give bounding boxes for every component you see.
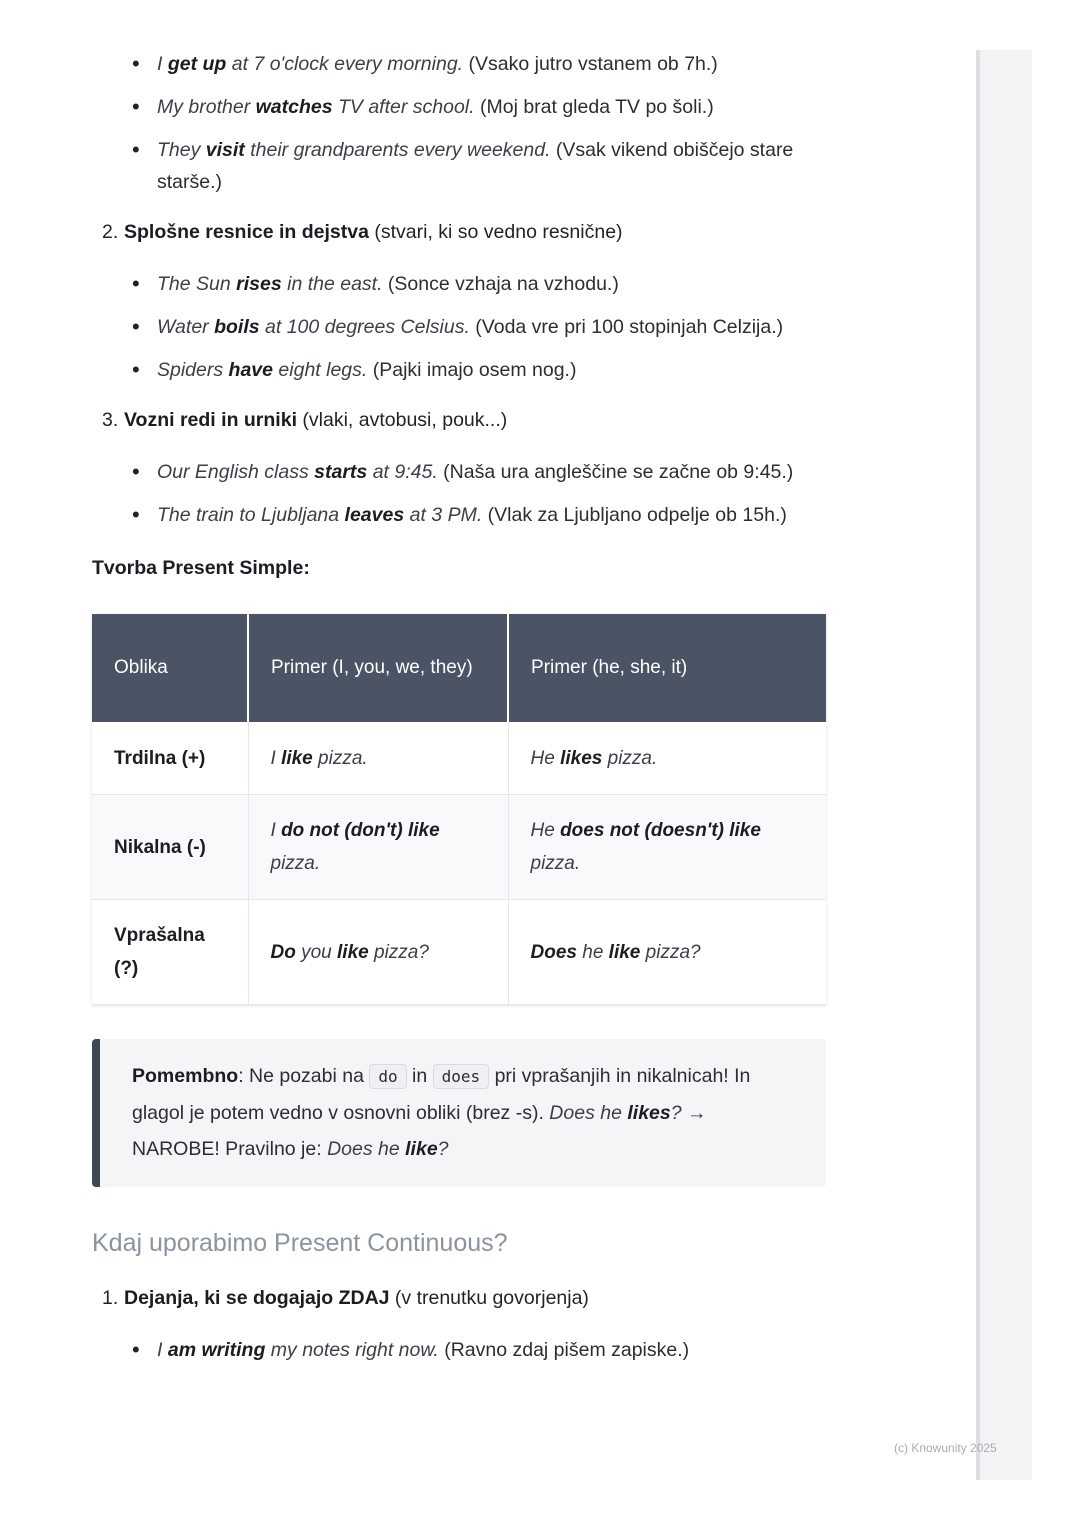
table-cell: Does he like pizza? bbox=[508, 900, 826, 1005]
list-item: • My brother watches TV after school. (Moj brat gleda TV po šoli.) bbox=[92, 91, 832, 123]
table-cell: He likes pizza. bbox=[508, 722, 826, 795]
timetables-bullet-list bbox=[92, 456, 832, 531]
table-cell: Vprašalna (?) bbox=[92, 900, 248, 1005]
note-label: Pomembno bbox=[132, 1065, 239, 1087]
table-cell: He does not (doesn't) like pizza. bbox=[508, 795, 826, 900]
watermark: (c) Knowunity 2025 bbox=[894, 1441, 997, 1455]
table-cell: Trdilna (+) bbox=[92, 722, 248, 795]
list-item: • I am writing my notes right now. (Ravno zdaj pišem zapiske.) bbox=[92, 1334, 832, 1366]
list-item: • The Sun rises in the east. (Sonce vzhaja na vzhodu.) bbox=[92, 268, 832, 300]
numbered-heading-timetables: 3. Vozni redi in urniki (vlaki, avtobusi, pouk...) bbox=[102, 409, 508, 431]
continuous-bullet-list bbox=[92, 1334, 832, 1366]
present-simple-table bbox=[92, 614, 826, 1005]
table-row bbox=[92, 722, 826, 795]
list-item: • The train to Ljubljana leaves at 3 PM. (Vlak za Ljubljano odpelje ob 15h.) bbox=[92, 499, 832, 531]
table-header: Primer (I, you, we, they) bbox=[248, 614, 508, 722]
important-note: Pomembno: Ne pozabi na do in does pri vprašanjih in nikalnicah! In glagol je potem vedno v osnovni obliki (brez -s). Does he likes? → NAROBE! Pravilno je: Does he like? bbox=[92, 1039, 826, 1187]
table-row bbox=[92, 795, 826, 900]
continuous-heading: Kdaj uporabimo Present Continuous? bbox=[92, 1229, 508, 1257]
list-item: • Our English class starts at 9:45. (Naša ura angleščine se začne ob 9:45.) bbox=[92, 456, 832, 488]
numbered-heading-now: 1. Dejanja, ki se dogajajo ZDAJ (v trenutku govorjenja) bbox=[102, 1287, 589, 1309]
scrollbar-track[interactable] bbox=[976, 50, 1032, 1480]
table-cell: Do you like pizza? bbox=[248, 900, 508, 1005]
general-truths-bullet-list bbox=[92, 268, 832, 386]
table-cell: I do not (don't) like pizza. bbox=[248, 795, 508, 900]
intro-bullet-list bbox=[92, 48, 832, 198]
code-does: does bbox=[433, 1064, 490, 1089]
table-cell: Nikalna (-) bbox=[92, 795, 248, 900]
table-cell: I like pizza. bbox=[248, 722, 508, 795]
table-header-row bbox=[92, 614, 826, 722]
code-do: do bbox=[369, 1064, 406, 1089]
table-header: Primer (he, she, it) bbox=[508, 614, 826, 722]
formation-title: Tvorba Present Simple: bbox=[92, 557, 310, 579]
list-item: • Spiders have eight legs. (Pajki imajo osem nog.) bbox=[92, 354, 832, 386]
table-row bbox=[92, 900, 826, 1005]
list-item: • They visit their grandparents every weekend. (Vsak vikend obiščejo stare starše.) bbox=[92, 134, 832, 198]
document-content bbox=[92, 48, 832, 1377]
list-item: • I get up at 7 o'clock every morning. (Vsako jutro vstanem ob 7h.) bbox=[92, 48, 832, 80]
list-item: • Water boils at 100 degrees Celsius. (Voda vre pri 100 stopinjah Celzija.) bbox=[92, 311, 832, 343]
table-header: Oblika bbox=[92, 614, 248, 722]
numbered-heading-general-truths: 2. Splošne resnice in dejstva (stvari, ki so vedno resnične) bbox=[102, 221, 623, 243]
